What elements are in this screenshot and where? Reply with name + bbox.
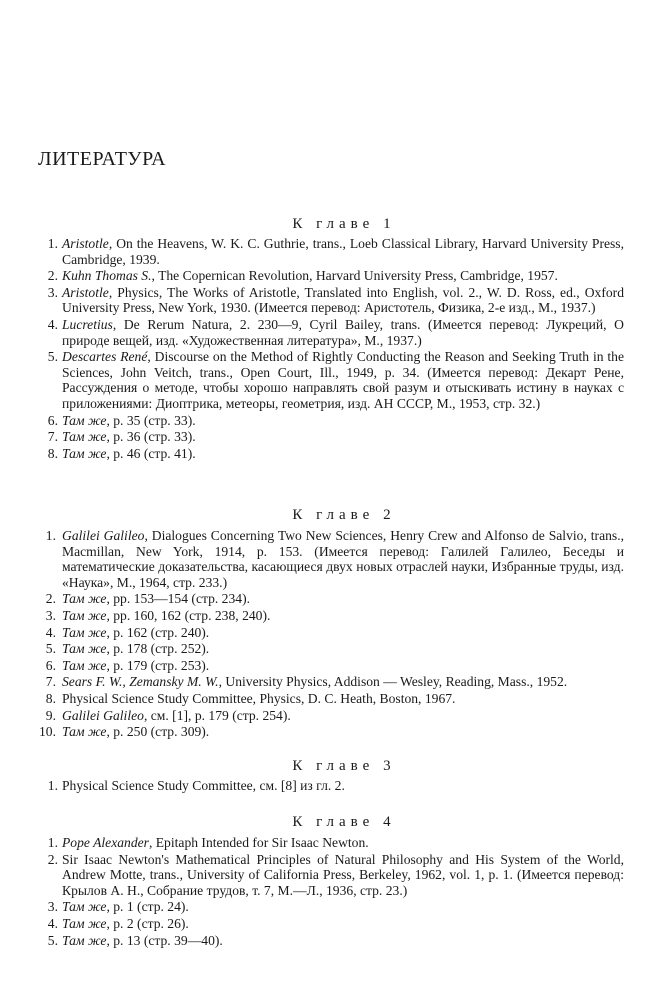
reference-author: Galilei Galileo — [62, 707, 144, 723]
reference-item — [0, 916, 670, 932]
reference-text: , Discourse on the Method of Rightly Conducting the Reason and Seeking Truth in the Sciences, John Veitch, trans., Open Court, Ill., 1949, p. 34. (Имеется перевод: Декарт Рене, Рассуждения о методе, чтобы хорошо направлять свой разум и отыскивать истину в науках с приложениями: Диоптрика, метеоры, геометрия, изд. АН СССР, М., 1953, стр. 32.) — [62, 349, 624, 411]
chapter-1-section — [0, 214, 670, 461]
reference-item — [0, 933, 670, 949]
reference-author: Aristotle — [62, 236, 109, 251]
reference-number: 7. — [47, 429, 58, 445]
reference-author: Sears F. W., Zemansky M. W. — [62, 674, 219, 690]
reference-item — [0, 852, 670, 899]
reference-number: 7. — [45, 674, 56, 690]
reference-number: 1. — [47, 778, 58, 793]
reference-item — [0, 625, 670, 641]
reference-author: Там же — [62, 899, 107, 915]
reference-text: , p. 13 (стр. 39—40). — [106, 932, 223, 948]
page-title: ЛИТЕРАТУРА — [38, 148, 167, 170]
reference-text: Sir Isaac Newton's Mathematical Principles of Natural Philosophy and His System of the World, Andrew Motte, trans., University of California Press, Berkeley, 1962, vol. 1, p. 1. (Имеется перевод: Крылов А. Н., Собрание трудов, т. 7, М.—Л., 1936, стр. 23.) — [62, 851, 624, 898]
reference-number: 1. — [45, 528, 56, 543]
reference-number: 1. — [47, 236, 58, 251]
reference-text: , p. 46 (стр. 41). — [106, 445, 196, 461]
reference-item — [0, 349, 670, 411]
chapter-heading: К главе 1 — [292, 216, 396, 232]
reference-author: Там же — [62, 412, 107, 428]
reference-author: Descartes René — [62, 349, 148, 365]
reference-number: 2. — [47, 268, 58, 284]
reference-item — [0, 236, 670, 267]
reference-number: 10. — [39, 724, 56, 740]
reference-text: , p. 162 (стр. 240). — [106, 624, 210, 640]
reference-author: Там же — [62, 932, 107, 948]
reference-item — [0, 708, 670, 724]
reference-item — [0, 899, 670, 915]
reference-author: Там же — [62, 591, 107, 607]
reference-list — [0, 236, 670, 461]
reference-author: Там же — [62, 607, 107, 623]
reference-number: 2. — [47, 851, 58, 867]
reference-text: Physical Science Study Committee, Physics, D. C. Heath, Boston, 1967. — [62, 690, 456, 706]
reference-item — [0, 429, 670, 445]
reference-author: Kuhn Thomas S. — [62, 268, 152, 284]
reference-author: Там же — [62, 724, 107, 740]
reference-number: 8. — [47, 445, 58, 461]
reference-author: Galilei Galileo — [62, 528, 145, 543]
reference-text: , p. 178 (стр. 252). — [106, 641, 210, 657]
reference-item — [0, 778, 670, 794]
reference-item — [0, 658, 670, 674]
reference-text: , De Rerum Natura, 2. 230—9, Cyril Bailey, trans. (Имеется перевод: Лукреций, О природе вещей, изд. «Художественная литература», М., 1937.) — [62, 316, 624, 348]
reference-item — [0, 446, 670, 462]
reference-author: Там же — [62, 429, 107, 445]
reference-author: Lucretius — [62, 316, 113, 332]
reference-number: 6. — [45, 657, 56, 673]
chapter-4-section — [0, 812, 670, 948]
reference-number: 1. — [47, 835, 58, 850]
reference-number: 3. — [45, 607, 56, 623]
chapter-heading: К главе 4 — [292, 814, 396, 830]
reference-list — [0, 835, 670, 948]
reference-author: Pope Alexander — [62, 835, 149, 850]
reference-text: , The Copernican Revolution, Harvard University Press, Cambridge, 1957. — [151, 268, 558, 284]
reference-author: Aristotle — [62, 284, 109, 300]
reference-item — [0, 285, 670, 316]
reference-text: , University Physics, Addison — Wesley, Reading, Mass., 1952. — [218, 674, 568, 690]
reference-item — [0, 268, 670, 284]
reference-text: , pp. 153—154 (стр. 234). — [106, 591, 250, 607]
reference-text: , p. 35 (стр. 33). — [106, 412, 196, 428]
reference-list — [0, 528, 670, 740]
reference-number: 3. — [47, 284, 58, 300]
reference-number: 5. — [47, 349, 58, 365]
reference-item — [0, 674, 670, 690]
reference-author: Там же — [62, 657, 107, 673]
reference-text: , p. 250 (стр. 309). — [106, 724, 210, 740]
reference-number: 9. — [45, 707, 56, 723]
reference-number: 8. — [45, 690, 56, 706]
chapter-2-section — [0, 505, 670, 740]
reference-text: , Physics, The Works of Aristotle, Translated into English, vol. 2., W. D. Ross, ed., Oxford University Press, New York, 1930. (Имеется перевод: Аристотель, Физика, 2-е изд., М., 1937.) — [62, 284, 624, 316]
reference-item — [0, 413, 670, 429]
reference-text: , Dialogues Concerning Two New Sciences, Henry Crew and Alfonso de Salvio, trans., Macmillan, New York, 1914, p. 153. (Имеется перевод: Галилей Галилео, Беседы и математические доказательства, касающиеся двух новых отраслей науки, Избранные труды, изд. «Наука», М., 1964, стр. 233.) — [62, 528, 624, 590]
reference-list — [0, 778, 670, 794]
reference-item — [0, 528, 670, 590]
reference-text: , p. 179 (стр. 253). — [106, 657, 210, 673]
reference-item — [0, 724, 670, 740]
reference-number: 5. — [47, 932, 58, 948]
reference-text: , On the Heavens, W. K. C. Guthrie, trans., Loeb Classical Library, Harvard University Press, Cambridge, 1939. — [62, 236, 624, 267]
reference-item — [0, 641, 670, 657]
reference-item — [0, 608, 670, 624]
reference-number: 5. — [45, 641, 56, 657]
reference-number: 4. — [47, 915, 58, 931]
reference-number: 4. — [45, 624, 56, 640]
reference-number: 3. — [47, 899, 58, 915]
reference-author: Там же — [62, 445, 107, 461]
reference-number: 4. — [47, 316, 58, 332]
reference-item — [0, 317, 670, 348]
reference-author: Там же — [62, 915, 107, 931]
reference-item — [0, 691, 670, 707]
reference-text: , p. 36 (стр. 33). — [106, 429, 196, 445]
reference-text: , p. 1 (стр. 24). — [106, 899, 189, 915]
reference-text: , Epitaph Intended for Sir Isaac Newton. — [148, 835, 369, 850]
reference-item — [0, 591, 670, 607]
reference-author: Там же — [62, 641, 107, 657]
reference-author: Там же — [62, 624, 107, 640]
reference-number: 2. — [45, 591, 56, 607]
reference-text: , p. 2 (стр. 26). — [106, 915, 189, 931]
chapter-heading: К главе 2 — [292, 507, 396, 523]
reference-text: Physical Science Study Committee, см. [8] из гл. 2. — [62, 778, 345, 793]
reference-number: 6. — [47, 412, 58, 428]
reference-text: , см. [1], p. 179 (стр. 254). — [143, 707, 291, 723]
chapter-heading: К главе 3 — [292, 758, 396, 774]
reference-item — [0, 835, 670, 851]
chapter-3-section — [0, 756, 670, 794]
reference-text: , pp. 160, 162 (стр. 238, 240). — [106, 607, 271, 623]
